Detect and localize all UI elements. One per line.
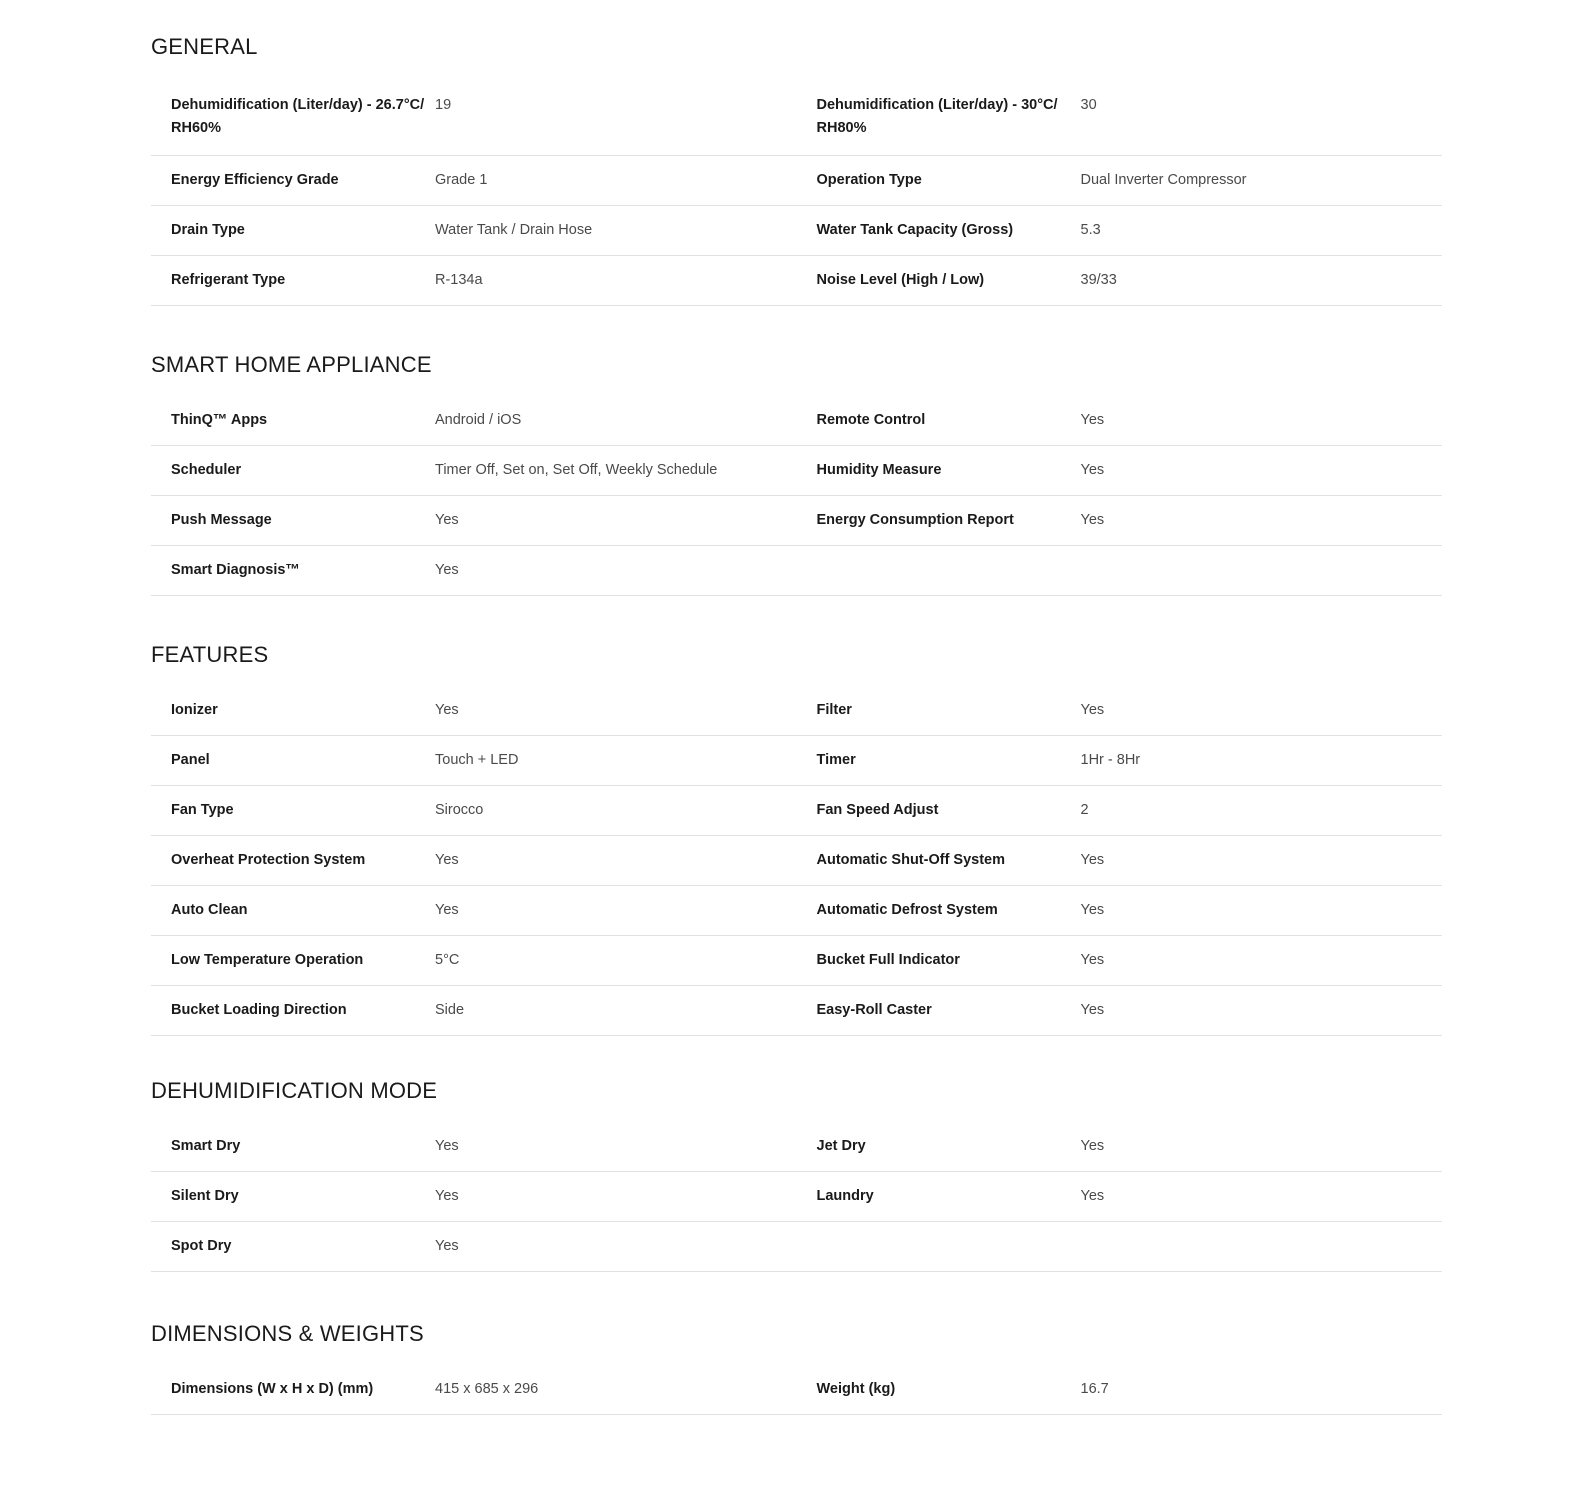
spec-value: 415 x 685 x 296: [435, 1381, 539, 1398]
spec-row: [151, 736, 1442, 786]
section-title: SMART HOME APPLIANCE: [151, 352, 432, 377]
spec-value: Yes: [1080, 902, 1105, 919]
spec-cell: [797, 1172, 1443, 1221]
spec-cell: [151, 396, 797, 445]
spec-cell: [797, 206, 1443, 255]
spec-row: [151, 446, 1442, 496]
spec-value: Yes: [435, 1138, 459, 1155]
spec-cell: [151, 936, 797, 985]
spec-cell: [151, 836, 797, 885]
spec-label: Noise Level (High / Low): [816, 272, 985, 289]
spec-row: [151, 786, 1442, 836]
spec-cell: [151, 686, 797, 735]
spec-label: [797, 546, 1081, 595]
spec-value: Yes: [435, 562, 459, 579]
spec-value: 19: [435, 97, 452, 114]
section-title: GENERAL: [151, 34, 258, 59]
spec-cell: [797, 836, 1443, 885]
spec-cell: [797, 156, 1443, 205]
spec-cell: [151, 1172, 797, 1221]
spec-value: Touch + LED: [435, 752, 519, 769]
spec-label: Smart Diagnosis™: [171, 562, 300, 579]
spec-cell: [797, 786, 1443, 835]
spec-value: Yes: [1080, 1138, 1105, 1155]
spec-cell: [797, 496, 1443, 545]
spec-value: Yes: [435, 512, 459, 529]
section-smart-home-appliance: [151, 352, 1442, 596]
spec-cell: [151, 736, 797, 785]
spec-row: [151, 1122, 1442, 1172]
spec-value: Timer Off, Set on, Set Off, Weekly Schedule: [435, 462, 718, 479]
spec-label: Drain Type: [171, 222, 245, 239]
spec-value: 30: [1080, 97, 1097, 114]
spec-value: 5.3: [1080, 222, 1101, 239]
spec-cell: [797, 1122, 1443, 1171]
spec-cell: [797, 84, 1443, 155]
spec-cell: [151, 546, 797, 595]
spec-value: Sirocco: [435, 802, 484, 819]
spec-label: Remote Control: [816, 412, 926, 429]
spec-label: Easy-Roll Caster: [816, 1002, 932, 1019]
spec-value: Yes: [1080, 512, 1105, 529]
spec-label: Auto Clean: [171, 902, 248, 919]
spec-cell: [151, 256, 797, 305]
spec-row: [151, 1222, 1442, 1272]
spec-label: Filter: [816, 702, 852, 719]
spec-cell: [797, 886, 1443, 935]
spec-row: [151, 686, 1442, 736]
spec-value: Yes: [435, 902, 459, 919]
spec-table: [151, 686, 1442, 1036]
spec-value: Yes: [435, 702, 459, 719]
spec-value: Side: [435, 1002, 465, 1019]
spec-value: Dual Inverter Compressor: [1080, 172, 1247, 189]
spec-label: Overheat Protection System: [171, 852, 366, 869]
spec-label: Dimensions (W x H x D) (mm): [171, 1381, 374, 1398]
spec-value: 16.7: [1080, 1381, 1109, 1398]
spec-label: Automatic Shut-Off System: [816, 852, 1006, 869]
spec-label: ThinQ™ Apps: [171, 412, 268, 429]
spec-label: Water Tank Capacity (Gross): [816, 222, 1014, 239]
spec-label: Energy Consumption Report: [816, 512, 1014, 529]
spec-cell: [151, 986, 797, 1035]
spec-cell: [797, 736, 1443, 785]
spec-cell: [151, 156, 797, 205]
spec-cell: [151, 886, 797, 935]
spec-value: Yes: [1080, 852, 1105, 869]
spec-label: Refrigerant Type: [171, 272, 286, 289]
spec-value: Yes: [1080, 462, 1105, 479]
spec-label: Silent Dry: [171, 1188, 239, 1205]
spec-row: [151, 84, 1442, 156]
section-title: FEATURES: [151, 642, 269, 667]
spec-label: Dehumidification (Liter/day) - 26.7°C/ RH60%: [171, 97, 425, 137]
section-title: DEHUMIDIFICATION MODE: [151, 1078, 438, 1103]
spec-label: Dehumidification (Liter/day) - 30°C/ RH80%: [816, 97, 1058, 137]
spec-value: [1081, 1222, 1443, 1271]
spec-label: Bucket Loading Direction: [171, 1002, 347, 1019]
spec-value: R-134a: [435, 272, 483, 289]
spec-row: [151, 986, 1442, 1036]
spec-value: Yes: [435, 852, 459, 869]
spec-table: [151, 1365, 1442, 1415]
spec-cell: [151, 786, 797, 835]
spec-value: 39/33: [1080, 272, 1117, 289]
spec-label: Push Message: [171, 512, 272, 529]
spec-value: Android / iOS: [435, 412, 522, 429]
spec-label: Weight (kg): [816, 1381, 896, 1398]
spec-label: Timer: [816, 752, 856, 769]
spec-row: [151, 886, 1442, 936]
spec-value: Yes: [435, 1238, 459, 1255]
spec-value: 5°C: [435, 952, 460, 969]
spec-label: Smart Dry: [171, 1138, 241, 1155]
spec-value: Yes: [1080, 702, 1105, 719]
section-dimensions-weights: [151, 1321, 1442, 1415]
spec-row: [151, 1365, 1442, 1415]
spec-value: [1081, 546, 1443, 595]
spec-value: Yes: [1080, 952, 1105, 969]
section-general: [151, 34, 1442, 306]
spec-table: [151, 396, 1442, 596]
section-title: DIMENSIONS & WEIGHTS: [151, 1321, 424, 1346]
spec-label: Panel: [171, 752, 210, 769]
spec-cell: [797, 686, 1443, 735]
spec-cell: [797, 936, 1443, 985]
spec-label: Energy Efficiency Grade: [171, 172, 339, 189]
spec-row: [151, 206, 1442, 256]
spec-row: [151, 1172, 1442, 1222]
spec-cell: [797, 256, 1443, 305]
spec-label: Fan Type: [171, 802, 234, 819]
spec-table: [151, 84, 1442, 306]
spec-cell: [151, 1122, 797, 1171]
spec-label: Bucket Full Indicator: [816, 952, 960, 969]
spec-cell: [151, 1365, 797, 1414]
spec-value: Water Tank / Drain Hose: [435, 222, 593, 239]
spec-cell: [797, 446, 1443, 495]
spec-value: Yes: [435, 1188, 459, 1205]
spec-row: [151, 396, 1442, 446]
spec-row: [151, 156, 1442, 206]
spec-value: 2: [1080, 802, 1089, 819]
spec-value: Yes: [1080, 1188, 1105, 1205]
spec-label: Low Temperature Operation: [171, 952, 364, 969]
spec-value: Yes: [1080, 1002, 1105, 1019]
spec-value: 1Hr - 8Hr: [1080, 752, 1141, 769]
spec-label: Laundry: [816, 1188, 874, 1205]
spec-cell: [151, 206, 797, 255]
spec-row: [151, 936, 1442, 986]
spec-label: Jet Dry: [816, 1138, 866, 1155]
section-features: [151, 642, 1442, 1036]
spec-cell: [797, 986, 1443, 1035]
spec-table: [151, 1122, 1442, 1272]
spec-cell: [151, 1222, 797, 1271]
spec-label: Operation Type: [816, 172, 922, 189]
spec-row: [151, 496, 1442, 546]
spec-cell: [797, 396, 1443, 445]
spec-cell: [151, 446, 797, 495]
spec-value: Yes: [1080, 412, 1105, 429]
section-dehumidification-mode: [151, 1078, 1442, 1272]
spec-row: [151, 256, 1442, 306]
spec-label: Scheduler: [171, 462, 242, 479]
spec-row: [151, 546, 1442, 596]
spec-label: Spot Dry: [171, 1238, 232, 1255]
spec-cell: [151, 496, 797, 545]
spec-label: Fan Speed Adjust: [816, 802, 939, 819]
spec-cell: [797, 546, 1443, 595]
spec-cell: [151, 84, 797, 155]
spec-value: Grade 1: [435, 172, 488, 189]
spec-label: Automatic Defrost System: [816, 902, 998, 919]
spec-label: [797, 1222, 1081, 1271]
spec-row: [151, 836, 1442, 886]
spec-cell: [797, 1222, 1443, 1271]
spec-label: Ionizer: [171, 702, 218, 719]
spec-label: Humidity Measure: [816, 462, 942, 479]
spec-cell: [797, 1365, 1443, 1414]
